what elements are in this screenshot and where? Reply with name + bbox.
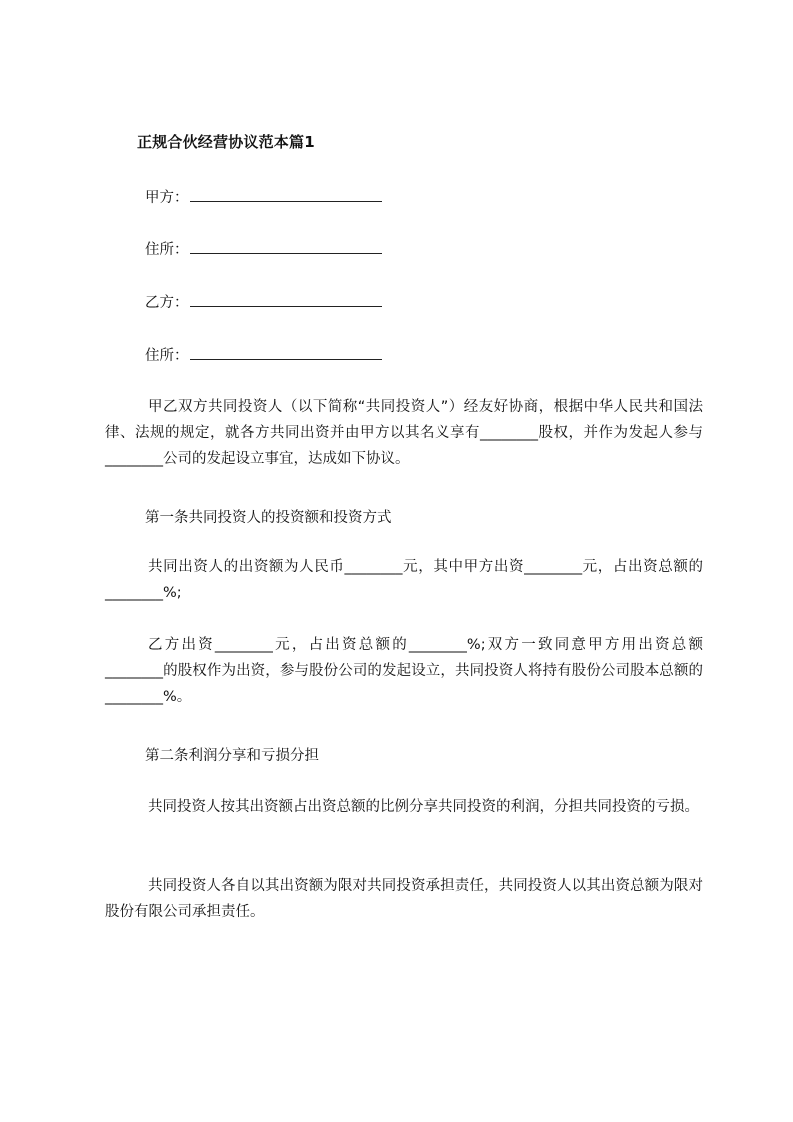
party-b-blank xyxy=(190,292,382,307)
party-a-address-field xyxy=(145,238,382,259)
document-title: 正规合伙经营协议范本篇1 xyxy=(137,133,315,151)
party-b-address-field xyxy=(145,344,382,365)
party-a-label: 甲方： xyxy=(145,190,189,206)
party-b-field xyxy=(145,291,382,312)
party-b-address-label: 住所： xyxy=(145,348,189,364)
article-1-heading: 第一条共同投资人的投资额和投资方式 xyxy=(145,510,392,526)
party-a-field xyxy=(145,186,382,207)
party-a-address-blank xyxy=(190,239,382,254)
article-2-paragraph-2: 共同投资人各自以其出资额为限对共同投资承担责任，共同投资人以其出资总额为限对股份有限公司承担责任。 xyxy=(105,878,703,920)
party-b-address-blank xyxy=(190,345,382,360)
article-1-paragraph-1: 共同出资人的出资额为人民币________元，其中甲方出资________元，占出资总额的________%; xyxy=(105,559,703,601)
article-2-heading: 第二条利润分享和亏损分担 xyxy=(145,748,319,764)
party-a-address-label: 住所： xyxy=(145,242,189,258)
article-1-paragraph-2: 乙方出资________元，占出资总额的________%;双方一致同意甲方用出资总额________的股权作为出资，参与股份公司的发起设立，共同投资人将持有股份公司股本总额的________%。 xyxy=(105,637,703,705)
intro-paragraph: 甲乙双方共同投资人（以下简称“共同投资人”）经友好协商，根据中华人民共和国法律、法规的规定，就各方共同出资并由甲方以其名义享有________股权，并作为发起人参与________公司的发起设立事宜，达成如下协议。 xyxy=(105,399,703,467)
party-b-label: 乙方： xyxy=(145,295,189,311)
article-2-paragraph-1: 共同投资人按其出资额占出资总额的比例分享共同投资的利润，分担共同投资的亏损。 xyxy=(148,799,699,815)
party-a-blank xyxy=(190,187,382,202)
